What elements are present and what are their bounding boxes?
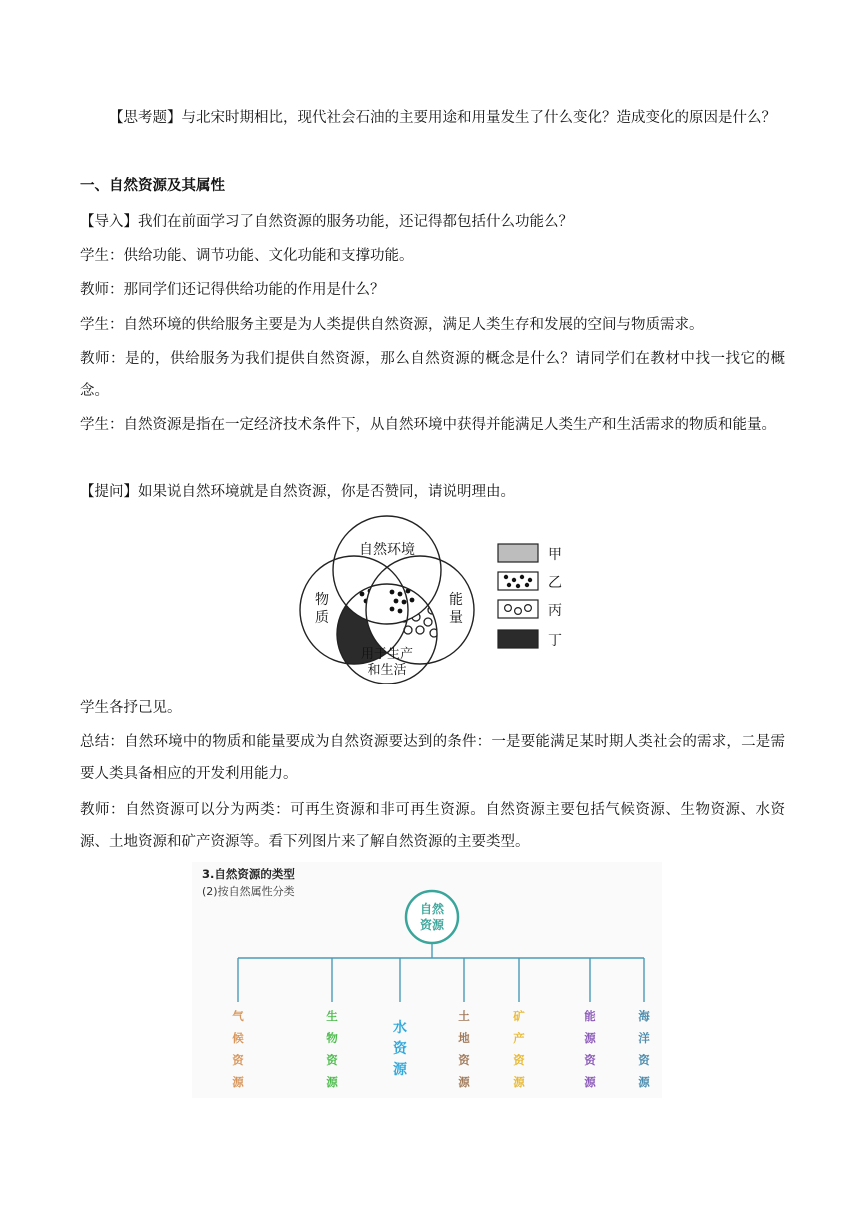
teacher-explain-paragraph: 教师：自然资源可以分为两类：可再生资源和非可再生资源。自然资源主要包括气候资源、生物资源、水资源、土地资源和矿产资源等。看下列图片来了解自然资源的主要类型。 bbox=[80, 802, 785, 850]
legend-label-ding: 丁 bbox=[548, 633, 562, 649]
branch-4-char: 源 bbox=[513, 1075, 525, 1089]
student-discussion: 学生各抒己见。 bbox=[80, 700, 182, 716]
student-answer-3: 学生：自然资源是指在一定经济技术条件下，从自然环境中获得并能满足人类生产和生活需求的物质和能量。 bbox=[80, 417, 776, 433]
branch-6-char: 洋 bbox=[638, 1031, 650, 1045]
root-node-label-1: 自然 bbox=[419, 902, 445, 916]
venn-legend bbox=[498, 544, 562, 649]
venn-label-left-2: 质 bbox=[315, 610, 329, 626]
teacher-question-1: 教师：那同学们还记得供给功能的作用是什么？ bbox=[80, 282, 385, 298]
legend-swatch-ding bbox=[498, 630, 538, 648]
branch-1-char: 源 bbox=[326, 1075, 338, 1089]
student-answer-1: 学生：供给功能、调节功能、文化功能和支撑功能。 bbox=[80, 248, 414, 264]
region-bing bbox=[296, 514, 574, 684]
root-node-circle bbox=[406, 891, 458, 943]
legend-swatch-bing bbox=[498, 600, 538, 618]
branch-5-char: 源 bbox=[584, 1031, 596, 1045]
question-paragraph: 【提问】如果说自然环境就是自然资源，你是否赞同，请说明理由。 bbox=[80, 484, 515, 500]
venn-label-left-1: 物 bbox=[315, 592, 329, 608]
venn-label-top: 自然环境 bbox=[359, 542, 415, 558]
root-node-label-2: 资源 bbox=[419, 918, 445, 932]
branch-4-char: 资 bbox=[513, 1053, 525, 1067]
section-heading: 一、自然资源及其属性 bbox=[80, 178, 225, 194]
branch-1-char: 生 bbox=[326, 1009, 338, 1023]
venn-label-bottom-2: 和生活 bbox=[367, 663, 407, 678]
branch-5-char: 能 bbox=[584, 1009, 596, 1023]
branch-0-char: 资 bbox=[232, 1053, 244, 1067]
branch-3-char: 资 bbox=[458, 1053, 470, 1067]
branch-3-char: 地 bbox=[458, 1031, 470, 1045]
branch-0-char: 气 bbox=[232, 1009, 244, 1023]
branch-4-char: 产 bbox=[513, 1031, 525, 1045]
legend-label-jia: 甲 bbox=[548, 547, 562, 563]
branch-0-char: 源 bbox=[232, 1075, 244, 1089]
branch-0-char: 候 bbox=[232, 1031, 244, 1045]
legend-swatch-jia bbox=[498, 544, 538, 562]
branch-1-char: 物 bbox=[326, 1031, 338, 1045]
branch-4-char: 矿 bbox=[513, 1009, 525, 1023]
tree-connectors bbox=[238, 943, 644, 1002]
branch-5-char: 源 bbox=[584, 1075, 596, 1089]
branch-2-char: 水 bbox=[393, 1020, 407, 1036]
teacher-question-2: 教师：是的，供给服务为我们提供自然资源，那么自然资源的概念是什么？请同学们在教材中找一找它的概念。 bbox=[80, 351, 785, 399]
branch-labels bbox=[232, 1009, 650, 1089]
branch-6-char: 资 bbox=[638, 1053, 650, 1067]
branch-5-char: 资 bbox=[584, 1053, 596, 1067]
branch-2-char: 资 bbox=[393, 1041, 407, 1057]
legend-label-bing: 丙 bbox=[548, 603, 562, 619]
branch-3-char: 源 bbox=[458, 1075, 470, 1089]
venn-diagram bbox=[296, 514, 574, 684]
branch-3-char: 土 bbox=[458, 1009, 470, 1023]
think-question-paragraph: 【思考题】与北宋时期相比，现代社会石油的主要用途和用量发生了什么变化？造成变化的原因是什么？ bbox=[109, 110, 776, 126]
venn-label-bottom-1: 用于生产 bbox=[360, 647, 414, 662]
branch-1-char: 资 bbox=[326, 1053, 338, 1067]
resource-types-figure bbox=[192, 862, 662, 1098]
branch-2-char: 源 bbox=[393, 1062, 407, 1078]
venn-label-right-1: 能 bbox=[449, 592, 463, 608]
intro-paragraph: 【导入】我们在前面学习了自然资源的服务功能，还记得都包括什么功能么？ bbox=[80, 214, 573, 230]
legend-label-yi: 乙 bbox=[548, 575, 562, 591]
branch-6-char: 源 bbox=[638, 1075, 650, 1089]
summary-paragraph: 总结：自然环境中的物质和能量要成为自然资源要达到的条件：一是要能满足某时期人类社会的需求，二是需要人类具备相应的开发利用能力。 bbox=[80, 734, 785, 782]
student-answer-2: 学生：自然环境的供给服务主要是为人类提供自然资源，满足人类生存和发展的空间与物质需求。 bbox=[80, 317, 704, 333]
venn-label-right-2: 量 bbox=[449, 610, 463, 626]
figure-subtitle: (2)按自然属性分类 bbox=[202, 885, 295, 898]
branch-6-char: 海 bbox=[638, 1009, 650, 1023]
figure-title: 3.自然资源的类型 bbox=[202, 867, 295, 881]
region-yi bbox=[296, 514, 574, 684]
